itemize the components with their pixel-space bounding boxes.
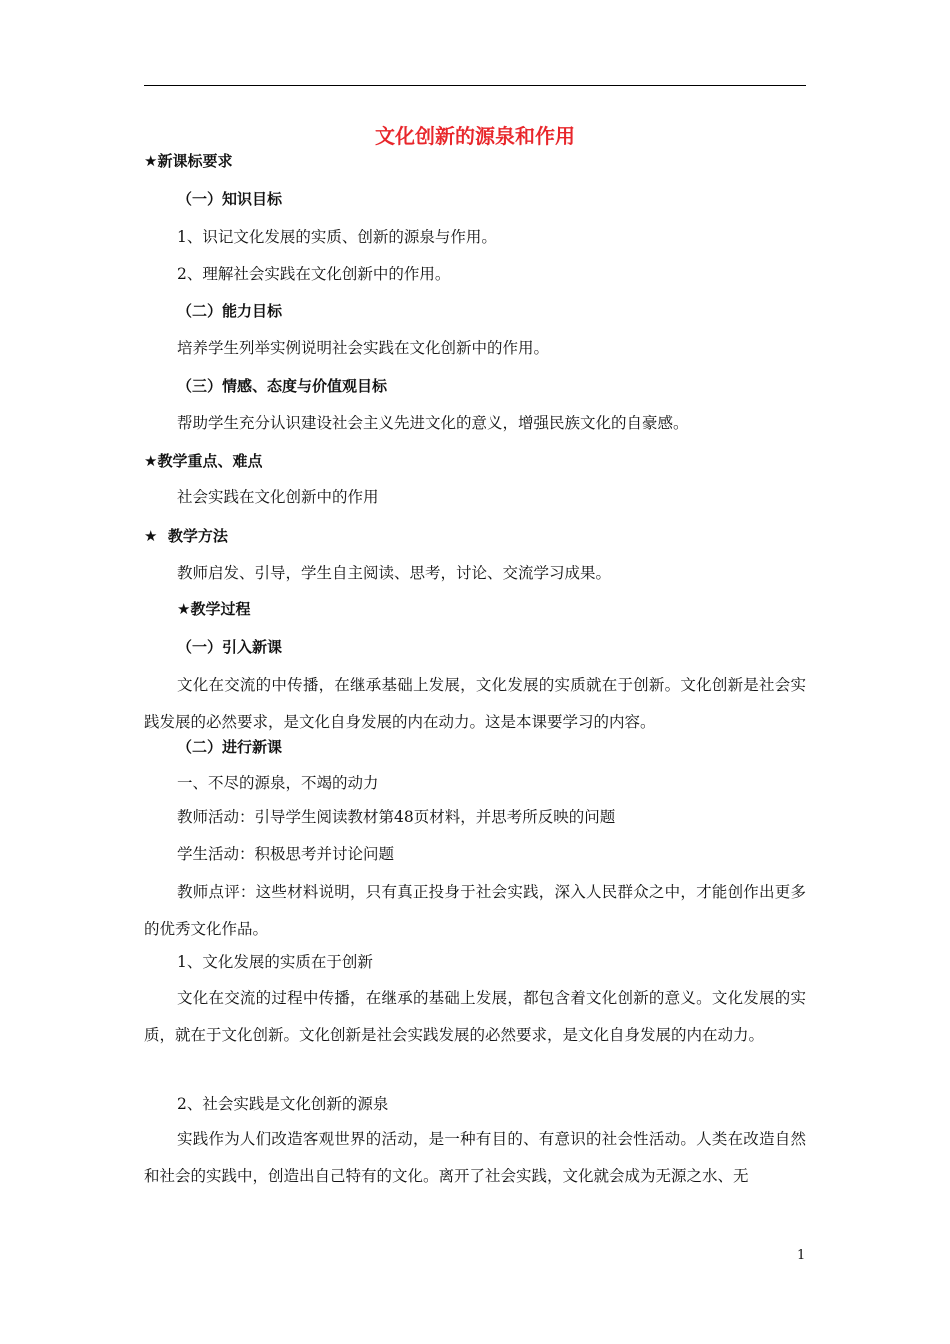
point-1-paragraph: 文化在交流的过程中传播，在继承的基础上发展，都包含着文化创新的意义。文化发展的实质，就在于文化创新。文化创新是社会实践发展的必然要求，是文化自身发展的内在动力。 bbox=[144, 989, 806, 1044]
teacher-activity: 教师活动：引导学生阅读教材第48页材料，并思考所反映的问题 bbox=[177, 808, 616, 826]
method-text: 教师启发、引导，学生自主阅读、思考，讨论、交流学习成果。 bbox=[177, 564, 612, 582]
point-2-paragraph: 实践作为人们改造客观世界的活动，是一种有目的、有意识的社会性活动。人类在改造自然和社会的实践中，创造出自己特有的文化。离开了社会实践，文化就会成为无源之水、无 bbox=[144, 1130, 806, 1185]
heading-ability: （二）能力目标 bbox=[177, 302, 283, 320]
heading-method: ★ 教学方法 bbox=[144, 527, 228, 545]
header-rule bbox=[144, 85, 806, 86]
emotion-text: 帮助学生充分认识建设社会主义先进文化的意义，增强民族文化的自豪感。 bbox=[177, 414, 689, 432]
teacher-comment: 教师点评：这些材料说明，只有真正投身于社会实践，深入人民群众之中，才能创作出更多的优秀文化作品。 bbox=[144, 883, 806, 938]
heading-requirements: ★新课标要求 bbox=[144, 152, 233, 170]
section-1-heading: 一、不尽的源泉，不竭的动力 bbox=[177, 774, 379, 792]
heading-emotion: （三）情感、态度与价值观目标 bbox=[177, 377, 388, 395]
document-title: 文化创新的源泉和作用 bbox=[375, 124, 575, 148]
knowledge-item-2: 2、理解社会实践在文化创新中的作用。 bbox=[177, 265, 451, 283]
heading-knowledge: （一）知识目标 bbox=[177, 190, 283, 208]
point-1-heading: 1、文化发展的实质在于创新 bbox=[177, 953, 373, 971]
intro-paragraph: 文化在交流的中传播，在继承基础上发展，文化发展的实质就在于创新。文化创新是社会实践发展的必然要求，是文化自身发展的内在动力。这是本课要学习的内容。 bbox=[144, 676, 806, 731]
heading-process: ★教学过程 bbox=[177, 600, 251, 618]
student-activity: 学生活动：积极思考并讨论问题 bbox=[177, 845, 395, 863]
heading-new-lesson: （二）进行新课 bbox=[177, 738, 283, 756]
heading-focus: ★教学重点、难点 bbox=[144, 452, 263, 470]
point-2-heading: 2、社会实践是文化创新的源泉 bbox=[177, 1095, 389, 1113]
ability-text: 培养学生列举实例说明社会实践在文化创新中的作用。 bbox=[177, 339, 550, 357]
knowledge-item-1: 1、识记文化发展的实质、创新的源泉与作用。 bbox=[177, 228, 497, 246]
page-number: 1 bbox=[797, 1248, 806, 1263]
focus-text: 社会实践在文化创新中的作用 bbox=[177, 488, 379, 506]
heading-intro: （一）引入新课 bbox=[177, 638, 283, 656]
